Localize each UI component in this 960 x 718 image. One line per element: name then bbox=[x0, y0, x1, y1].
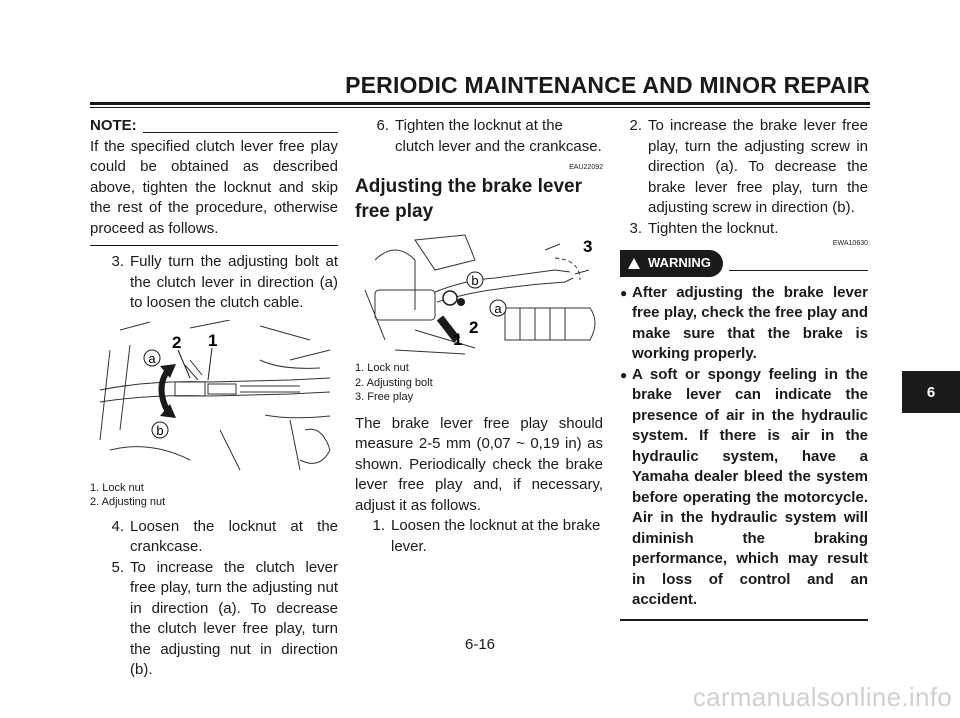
warning-bullet bbox=[620, 365, 868, 611]
step-number: 6. bbox=[376, 117, 389, 134]
section-title: Adjusting the brake lever free play bbox=[355, 176, 583, 222]
label-b: b bbox=[156, 422, 164, 438]
step-3-brake bbox=[620, 219, 868, 240]
step-text: Tighten the locknut at the clutch lever and the crankcase. bbox=[395, 117, 602, 155]
step-text: Loosen the locknut at the brake lever. bbox=[391, 517, 601, 555]
column-middle bbox=[355, 116, 603, 557]
step-number: 1. bbox=[372, 517, 385, 534]
brake-lever-figure bbox=[355, 230, 603, 404]
step-4-clutch bbox=[90, 517, 338, 558]
substep-1-brake bbox=[355, 516, 603, 557]
note-heading bbox=[90, 116, 338, 137]
step-text: To increase the clutch lever free play, turn the adjusting nut in direction (a). To decrease the clutch lever free play, turn the adjusting nut in direction (b). bbox=[130, 558, 338, 678]
note-underline bbox=[143, 132, 338, 133]
page-header-title: PERIODIC MAINTENANCE AND MINOR REPAIR bbox=[345, 72, 870, 98]
page-number: 6-16 bbox=[464, 636, 496, 653]
figure-caption-1: 1. Lock nut bbox=[355, 362, 409, 374]
step-text: Tighten the locknut. bbox=[648, 219, 779, 237]
label-1: 1 bbox=[453, 330, 463, 349]
step-number: 2. bbox=[629, 117, 642, 134]
label-2: 2 bbox=[469, 318, 479, 337]
header-rule bbox=[90, 102, 870, 105]
warning-code: EWA10630 bbox=[832, 240, 868, 247]
warning-end-rule bbox=[620, 619, 868, 621]
label-b: b bbox=[471, 273, 479, 288]
note-end-rule bbox=[90, 245, 338, 246]
warning-heading bbox=[620, 250, 868, 277]
section-code: EAU22092 bbox=[569, 164, 603, 171]
label-2: 2 bbox=[172, 332, 182, 352]
figure-caption-2: 2. Adjusting nut bbox=[90, 496, 166, 508]
bullet-dot-icon: ● bbox=[620, 367, 628, 382]
bullet-text: A soft or spongy feeling in the brake lever can indicate the presence of air in the hydraulic system. If there is air in the hydraulic system, have a Yamaha dealer bleed the system before operating the motorcycle. Air in the hydraulic system will diminish the braking performance, which may result in loss of control and an accident. bbox=[632, 365, 868, 608]
note-label: NOTE: bbox=[90, 117, 137, 134]
clutch-adjuster-figure bbox=[90, 320, 338, 509]
step-5-clutch bbox=[90, 558, 338, 681]
step-3-clutch bbox=[90, 252, 338, 314]
column-left bbox=[90, 116, 338, 681]
brake-lever-illustration bbox=[355, 230, 603, 360]
step-number: 3. bbox=[629, 219, 642, 237]
chapter-tab: 6 bbox=[902, 371, 960, 413]
figure-caption-2: 2. Adjusting bolt bbox=[355, 376, 433, 389]
label-1: 1 bbox=[208, 330, 218, 350]
label-a: a bbox=[494, 301, 502, 316]
warning-underline bbox=[729, 270, 868, 271]
bullet-text: After adjusting the brake lever free play, check the free play and make sure that the brake is working properly. bbox=[632, 283, 868, 362]
column-right bbox=[620, 116, 868, 621]
warning-bullet bbox=[620, 283, 868, 365]
warning-label: WARNING bbox=[648, 255, 711, 270]
label-a: a bbox=[148, 350, 156, 366]
step-number: 5. bbox=[111, 558, 124, 576]
step-6-clutch bbox=[355, 116, 603, 157]
step-number: 3. bbox=[111, 253, 124, 270]
free-play-paragraph: The brake lever free play should measure 2-5 mm (0,07 ~ 0,19 in) as shown. Periodically check the brake lever free play and, if necessary, adjust it as follows. bbox=[355, 414, 603, 514]
warning-bullets bbox=[620, 283, 868, 611]
note-text: If the specified clutch lever free play could be obtained as described above, tighten the locknut and skip the rest of the procedure, otherwise proceed as follows. bbox=[90, 137, 338, 237]
warning-triangle-icon bbox=[628, 258, 640, 269]
clutch-adjuster-illustration bbox=[90, 320, 338, 480]
step-text: To increase the brake lever free play, turn the adjusting screw in direction (a). To decrease the brake lever free play, turn the adjusting screw in direction (b). bbox=[648, 117, 868, 216]
step-2-brake bbox=[620, 116, 868, 219]
step-text: Fully turn the adjusting bolt at the clutch lever in direction (a) to loosen the clutch cable. bbox=[130, 253, 338, 311]
warning-badge bbox=[620, 250, 723, 277]
bullet-dot-icon: ● bbox=[620, 285, 628, 300]
figure-caption-3: 3. Free play bbox=[355, 391, 414, 403]
rotation-arrow bbox=[162, 370, 169, 412]
header-rule-thin bbox=[90, 107, 870, 108]
figure-caption-1: 1. Lock nut bbox=[90, 481, 144, 494]
watermark: carmanualsonline.info bbox=[692, 682, 952, 712]
step-text: Loosen the locknut at the crankcase. bbox=[130, 517, 338, 555]
label-3: 3 bbox=[583, 237, 593, 256]
step-number: 4. bbox=[111, 517, 124, 535]
